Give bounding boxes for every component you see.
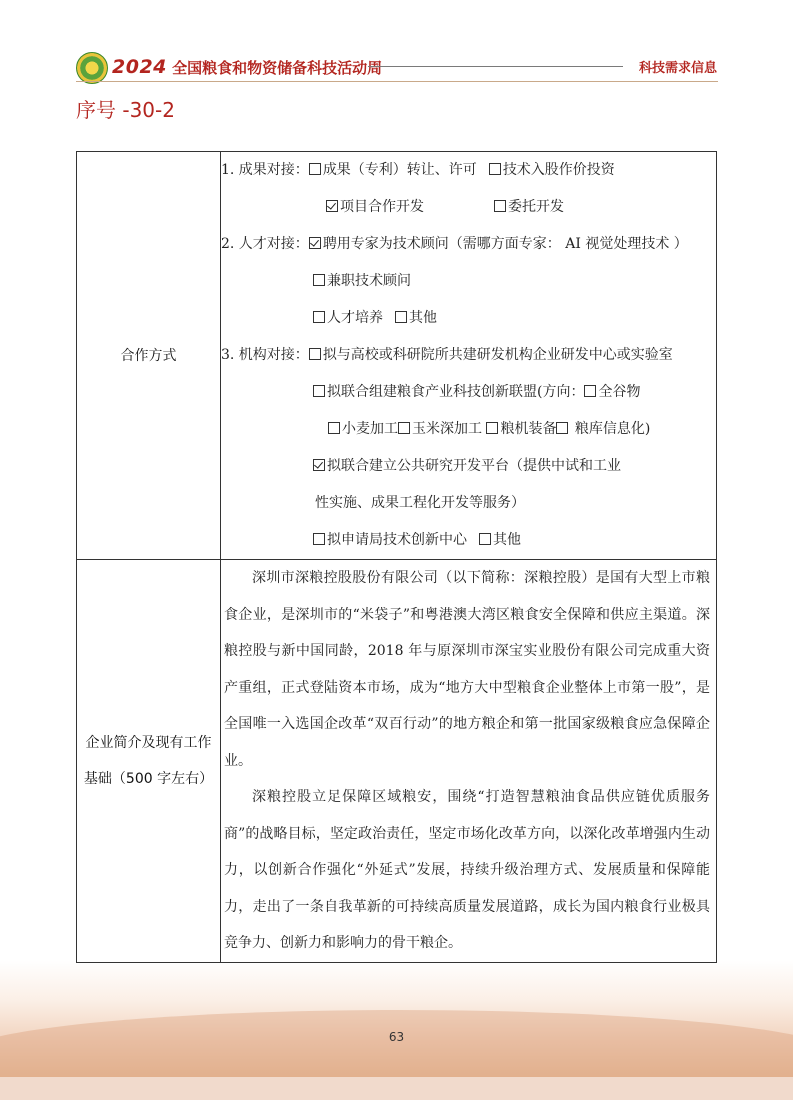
option-label-continued: 性实施、成果工程化开发等服务） (315, 495, 525, 511)
company-description (221, 560, 717, 963)
page-number: 63 (388, 1030, 405, 1044)
checkbox-institution-other[interactable] (479, 533, 491, 545)
checkbox-hire-expert[interactable] (309, 237, 321, 249)
page-header (0, 0, 793, 90)
header-divider (368, 66, 623, 67)
header-year: 2024 (112, 56, 167, 78)
serial-number: 序号 -30-2 (76, 98, 175, 122)
checkbox-public-rd-platform[interactable] (313, 459, 325, 471)
cooperation-label: 合作方式 (77, 152, 221, 560)
checkbox-joint-project[interactable] (326, 200, 338, 212)
option-line (221, 448, 716, 485)
option-line (221, 300, 716, 337)
footer-background (0, 960, 793, 1077)
option-label: 粮库信息化) (570, 421, 651, 437)
header-title-text: 全国粮食和物资储备科技活动周 (172, 59, 383, 77)
checkbox-joint-rd-center[interactable] (309, 348, 321, 360)
option-label: 项目合作开发 (340, 199, 424, 215)
company-paragraph-1: 深圳市深粮控股股份有限公司（以下简称：深粮控股）是国有大型上市粮食企业，是深圳市的“米袋子”和粤港澳大湾区粮食安全保障和供应主渠道。深粮控股与新中国同龄，2018 年与原深圳市深宝实业股份有限公司完成重大资产重组，正式登陆资本市场，成为“地方大中型粮食企业整体上市第一股”，是全国唯一入选国企改革“双百行动”的地方粮企和第一批国家级粮食应急保障企业。 (224, 570, 710, 769)
option-line (221, 411, 716, 448)
checkbox-granary-info[interactable] (556, 422, 568, 434)
company-text (221, 560, 716, 962)
event-logo-icon (76, 52, 108, 84)
option-label: 拟联合组建粮食产业科技创新联盟(方向： (327, 384, 585, 400)
company-row (77, 560, 717, 963)
option-label: 兼职技术顾问 (327, 273, 411, 289)
option-label: 玉米深加工 (412, 421, 482, 437)
company-label-line2: 基础（500 字左右） (83, 770, 214, 787)
option-label: 聘用专家为技术顾问（需哪方面专家： AI 视觉处理技术 ） (322, 236, 688, 252)
option-label: 成果（专利）转让、许可 (322, 162, 477, 178)
option-line (221, 263, 716, 300)
checkbox-tech-equity[interactable] (489, 163, 501, 175)
option-line (221, 522, 716, 559)
info-table (76, 151, 717, 963)
checkbox-innovation-alliance[interactable] (313, 385, 325, 397)
checkbox-talent-other[interactable] (395, 311, 407, 323)
option-line (221, 226, 716, 263)
checkbox-wheat-processing[interactable] (328, 422, 340, 434)
checkbox-grain-machinery[interactable] (486, 422, 498, 434)
option-line (221, 337, 716, 374)
header-title (112, 56, 382, 78)
institution-prefix: 3. 机构对接： (221, 347, 309, 363)
option-label: 粮机装备 (500, 421, 557, 437)
achievement-prefix: 1. 成果对接： (221, 162, 309, 178)
option-line (221, 374, 716, 411)
option-label: 拟联合建立公共研究开发平台（提供中试和工业 (327, 458, 621, 474)
checkbox-talent-training[interactable] (313, 311, 325, 323)
option-label: 拟与高校或科研院所共建研发机构企业研发中心或实验室 (322, 347, 673, 363)
option-label: 人才培养 (327, 310, 383, 326)
header-underline (76, 81, 718, 82)
option-label: 全谷物 (598, 384, 641, 400)
checkbox-corn-processing[interactable] (398, 422, 410, 434)
cooperation-row (77, 152, 717, 560)
checkbox-commissioned-dev[interactable] (494, 200, 506, 212)
company-label (77, 560, 221, 963)
checkbox-whole-grain[interactable] (584, 385, 596, 397)
checkbox-patent-transfer[interactable] (309, 163, 321, 175)
talent-prefix: 2. 人才对接： (221, 236, 309, 252)
header-section: 科技需求信息 (638, 61, 717, 76)
option-label: 技术入股作价投资 (502, 162, 615, 178)
company-label-line1: 企业简介及现有工作 (85, 734, 212, 751)
cooperation-options (221, 152, 717, 560)
option-label: 拟申请局技术创新中心 (327, 532, 467, 548)
option-line (221, 485, 716, 522)
checkbox-tech-innovation-center[interactable] (313, 533, 325, 545)
option-line (221, 152, 716, 189)
option-label: 其他 (409, 310, 437, 326)
option-label: 小麦加工 (342, 421, 398, 437)
option-line (221, 189, 716, 226)
option-label: 其他 (493, 532, 521, 548)
checkbox-part-time-consultant[interactable] (313, 274, 325, 286)
option-label: 委托开发 (508, 199, 564, 215)
company-paragraph-2: 深粮控股立足保障区域粮安，围绕“打造智慧粮油食品供应链优质服务商”的战略目标，坚定政治责任，坚定市场化改革方向，以深化改革增强内生动力，以创新合作强化“外延式”发展，持续升级治理方式、发展质量和保障能力，走出了一条自我革新的可持续高质量发展道路，成长为国内粮食行业极具竞争力、创新力和影响力的骨干粮企。 (224, 789, 710, 951)
